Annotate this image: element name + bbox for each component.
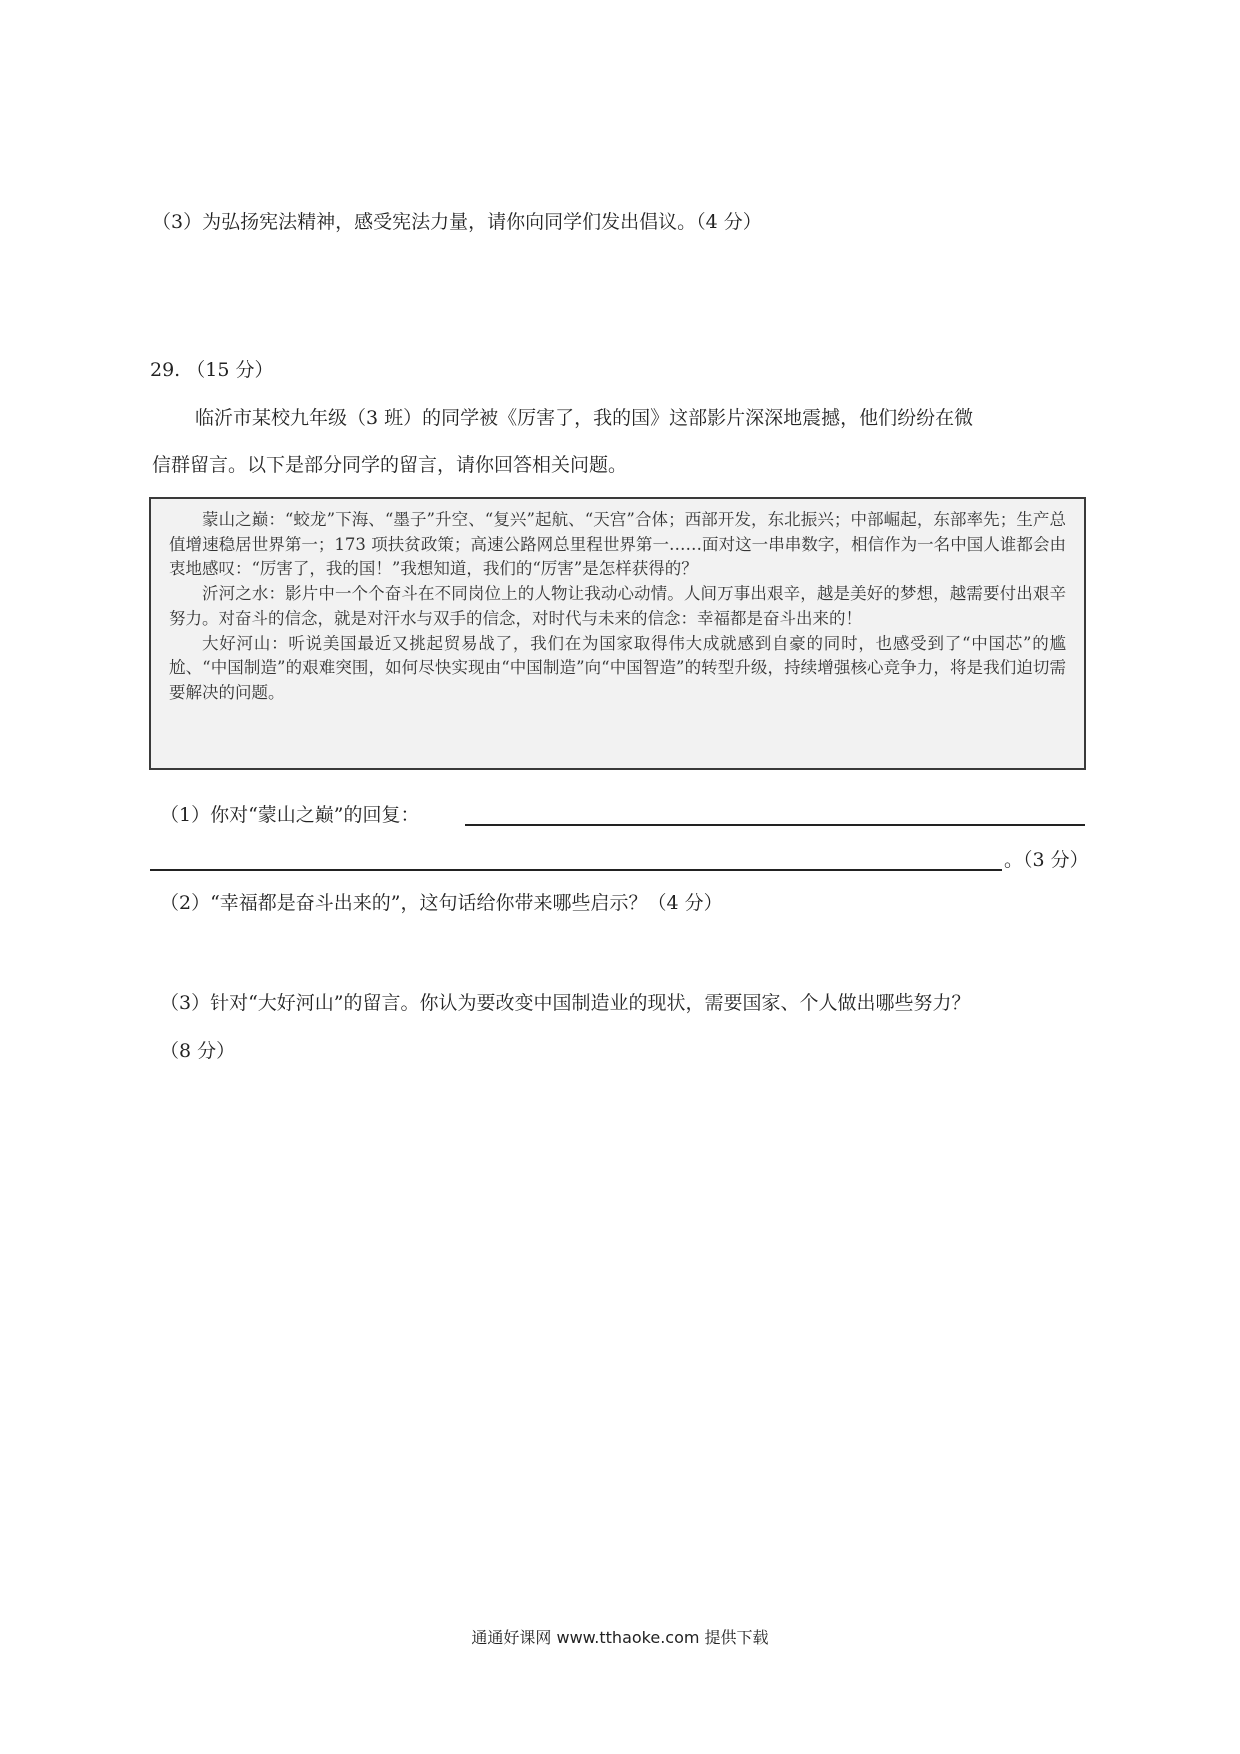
answer-blank-line-1[interactable] — [465, 824, 1085, 826]
question-29-part-1-score: 。（3 分） — [1004, 849, 1089, 871]
page-footer: 通通好课网 www.tthaoke.com 提供下载 — [471, 1628, 769, 1647]
comment-dahaoheshan: 大好河山：听说美国最近又挑起贸易战了，我们在为国家取得伟大成就感到自豪的同时，也感受到了“中国芯”的尴尬、“中国制造”的艰难突围，如何尽快实现由“中国制造”向“中国智造”的转型升级，持续增强核心竞争力，将是我们迫切需要解决的问题。 — [169, 633, 1066, 702]
question-29-part-2: （2）“幸福都是奋斗出来的”，这句话给你带来哪些启示？（4 分） — [160, 892, 723, 914]
question-29-part-1-label: （1）你对“蒙山之巅”的回复： — [160, 804, 420, 826]
question-29-intro-line-1: 临沂市某校九年级（3 班）的同学被《厉害了，我的国》这部影片深深地震撼，他们纷纷在微 — [195, 407, 974, 429]
question-28-part-3: （3）为弘扬宪法精神，感受宪法力量，请你向同学们发出倡议。（4 分） — [152, 211, 762, 233]
answer-blank-line-2[interactable] — [150, 869, 1002, 871]
question-29-header: 29. （15 分） — [150, 359, 274, 381]
comment-yihe: 沂河之水：影片中一个个奋斗在不同岗位上的人物让我动心动情。人间万事出艰辛，越是美好的梦想，越需要付出艰辛努力。对奋斗的信念，就是对汗水与双手的信念，对时代与未来的信念：幸福都是奋斗出来的！ — [169, 584, 1066, 628]
question-29-intro-line-2: 信群留言。以下是部分同学的留言，请你回答相关问题。 — [152, 454, 628, 476]
question-29-part-3-line-2: （8 分） — [160, 1040, 236, 1062]
comment-mengshan: 蒙山之巅：“蛟龙”下海、“墨子”升空、“复兴”起航、“天宫”合体；西部开发，东北振兴；中部崛起，东部率先；生产总值增速稳居世界第一；173 项扶贫政策；高速公路网总里程世界第一……面对这一串串数字，相信作为一名中国人谁都会由衷地感叹：“厉害了，我的国！”我想知道，我们的“厉害”是怎样获得的？ — [169, 510, 1066, 579]
student-comments-box — [149, 497, 1086, 770]
question-29-part-3-line-1: （3）针对“大好河山”的留言。你认为要改变中国制造业的现状，需要国家、个人做出哪些努力？ — [160, 992, 971, 1014]
